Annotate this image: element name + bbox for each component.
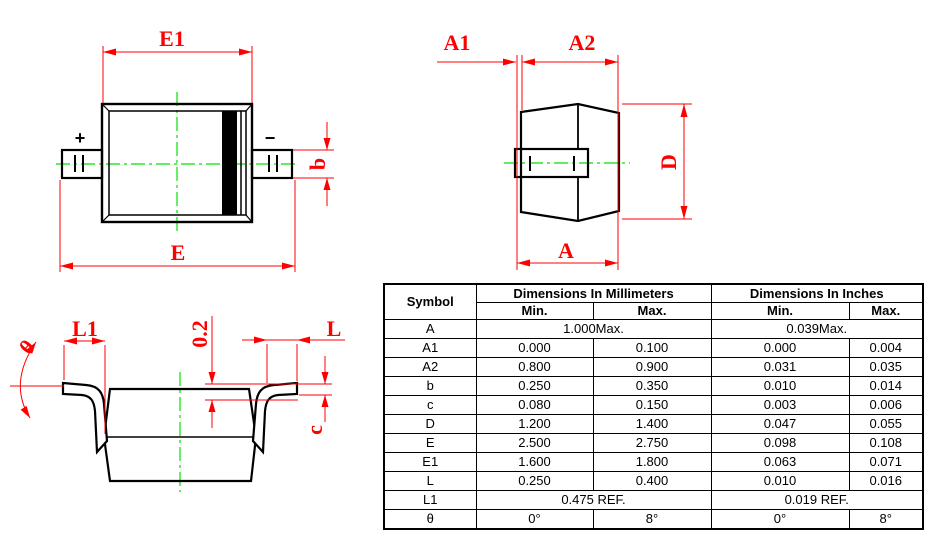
inch-value-cell: 0.039Max. (711, 320, 923, 339)
inch-value-cell: 0.003 (711, 395, 849, 414)
right-gullwing-lead (253, 383, 297, 452)
inch-value-cell: 0.098 (711, 433, 849, 452)
header-in-min: Min. (711, 303, 849, 320)
inch-value-cell: 0.016 (849, 471, 923, 490)
inch-value-cell: 0.031 (711, 357, 849, 376)
inch-value-cell: 0.010 (711, 471, 849, 490)
mm-value-cell: 0.250 (476, 376, 593, 395)
dimension-label-a2: A2 (568, 30, 596, 55)
dimension-label-l: L (326, 316, 342, 341)
arrowhead (282, 263, 295, 270)
dimension-label-e1: E1 (159, 26, 185, 51)
inch-value-cell: 0.108 (849, 433, 923, 452)
symbol-cell: E1 (384, 452, 476, 471)
inch-value-cell: 0.063 (711, 452, 849, 471)
cathode-band (222, 111, 237, 215)
mm-value-cell: 0.475 REF. (476, 490, 711, 509)
mm-value-cell: 0° (476, 509, 593, 529)
symbol-cell: A1 (384, 338, 476, 357)
arrowhead (209, 400, 216, 412)
mm-value-cell: 0.080 (476, 395, 593, 414)
arrowhead (681, 104, 688, 117)
mm-value-cell: 0.350 (593, 376, 711, 395)
symbol-cell: c (384, 395, 476, 414)
mm-value-cell: 0.800 (476, 357, 593, 376)
arrowhead (605, 260, 618, 267)
header-inches: Dimensions In Inches (711, 284, 923, 303)
table-row (384, 509, 923, 529)
table-row (384, 357, 923, 376)
dimension-label-b: b (305, 157, 330, 171)
table-row (384, 320, 923, 339)
table-row (384, 376, 923, 395)
table-row (384, 452, 923, 471)
dimension-table (383, 283, 924, 530)
arrowhead (297, 337, 310, 344)
mm-value-cell: 1.400 (593, 414, 711, 433)
symbol-cell: A (384, 320, 476, 339)
inch-value-cell: 8° (849, 509, 923, 529)
arrowhead (103, 49, 116, 56)
arrowhead (324, 138, 331, 150)
table-row (384, 471, 923, 490)
symbol-cell: A2 (384, 357, 476, 376)
mm-value-cell: 2.500 (476, 433, 593, 452)
table-header-row (384, 284, 923, 303)
profile-view (10, 316, 345, 492)
table-row (384, 395, 923, 414)
arrowhead (324, 178, 331, 190)
symbol-cell: L1 (384, 490, 476, 509)
inch-value-cell: 0.071 (849, 452, 923, 471)
mm-value-cell: 8° (593, 509, 711, 529)
inch-value-cell: 0.010 (711, 376, 849, 395)
mm-value-cell: 0.150 (593, 395, 711, 414)
mm-value-cell: 1.200 (476, 414, 593, 433)
inch-value-cell: 0.035 (849, 357, 923, 376)
mm-value-cell: 0.900 (593, 357, 711, 376)
header-mm-max: Max. (593, 303, 711, 320)
symbol-cell: b (384, 376, 476, 395)
anode-plus-mark: + (74, 128, 86, 148)
arrowhead (209, 372, 216, 384)
dimension-label-e: E (170, 240, 186, 265)
cathode-minus-mark: − (264, 128, 276, 148)
side-view (437, 30, 692, 270)
arrowhead (21, 406, 30, 418)
header-symbol: Symbol (384, 284, 476, 320)
arrowhead (322, 395, 329, 407)
mm-value-cell: 2.750 (593, 433, 711, 452)
header-mm: Dimensions In Millimeters (476, 284, 711, 303)
inch-value-cell: 0.004 (849, 338, 923, 357)
mm-value-cell: 0.100 (593, 338, 711, 357)
dimension-table-body (384, 320, 923, 530)
inch-value-cell: 0.019 REF. (711, 490, 923, 509)
arrowhead (60, 263, 73, 270)
arrowhead (605, 59, 618, 66)
dimension-label-l1: L1 (72, 316, 98, 341)
inch-value-cell: 0.006 (849, 395, 923, 414)
table-row (384, 490, 923, 509)
symbol-cell: L (384, 471, 476, 490)
header-mm-min: Min. (476, 303, 593, 320)
dimension-label-theta: θ (14, 335, 40, 359)
arrowhead (503, 59, 516, 66)
left-gullwing-lead (63, 383, 107, 452)
symbol-cell: E (384, 433, 476, 452)
dimension-label-standoff: 0.2 (187, 320, 212, 348)
arrowhead (254, 337, 267, 344)
inch-value-cell: 0.055 (849, 414, 923, 433)
dimension-label-a1: A1 (443, 30, 471, 55)
dimension-label-c: c (302, 425, 327, 435)
inch-value-cell: 0.047 (711, 414, 849, 433)
mm-value-cell: 0.250 (476, 471, 593, 490)
mm-value-cell: 1.000Max. (476, 320, 711, 339)
arrowhead (681, 206, 688, 219)
mm-value-cell: 1.800 (593, 452, 711, 471)
inch-value-cell: 0.000 (711, 338, 849, 357)
front-view (56, 26, 334, 272)
table-row (384, 338, 923, 357)
arrowhead (517, 260, 530, 267)
mm-value-cell: 0.400 (593, 471, 711, 490)
dimension-label-d: D (656, 154, 681, 170)
table-row (384, 433, 923, 452)
dimension-label-a: A (558, 238, 574, 263)
symbol-cell: θ (384, 509, 476, 529)
arrowhead (322, 372, 329, 384)
inch-value-cell: 0.014 (849, 376, 923, 395)
mm-value-cell: 0.000 (476, 338, 593, 357)
symbol-cell: D (384, 414, 476, 433)
arrowhead (239, 49, 252, 56)
header-in-max: Max. (849, 303, 923, 320)
mm-value-cell: 1.600 (476, 452, 593, 471)
table-row (384, 414, 923, 433)
arrowhead (522, 59, 535, 66)
lead-cross-section (515, 149, 588, 177)
inch-value-cell: 0° (711, 509, 849, 529)
